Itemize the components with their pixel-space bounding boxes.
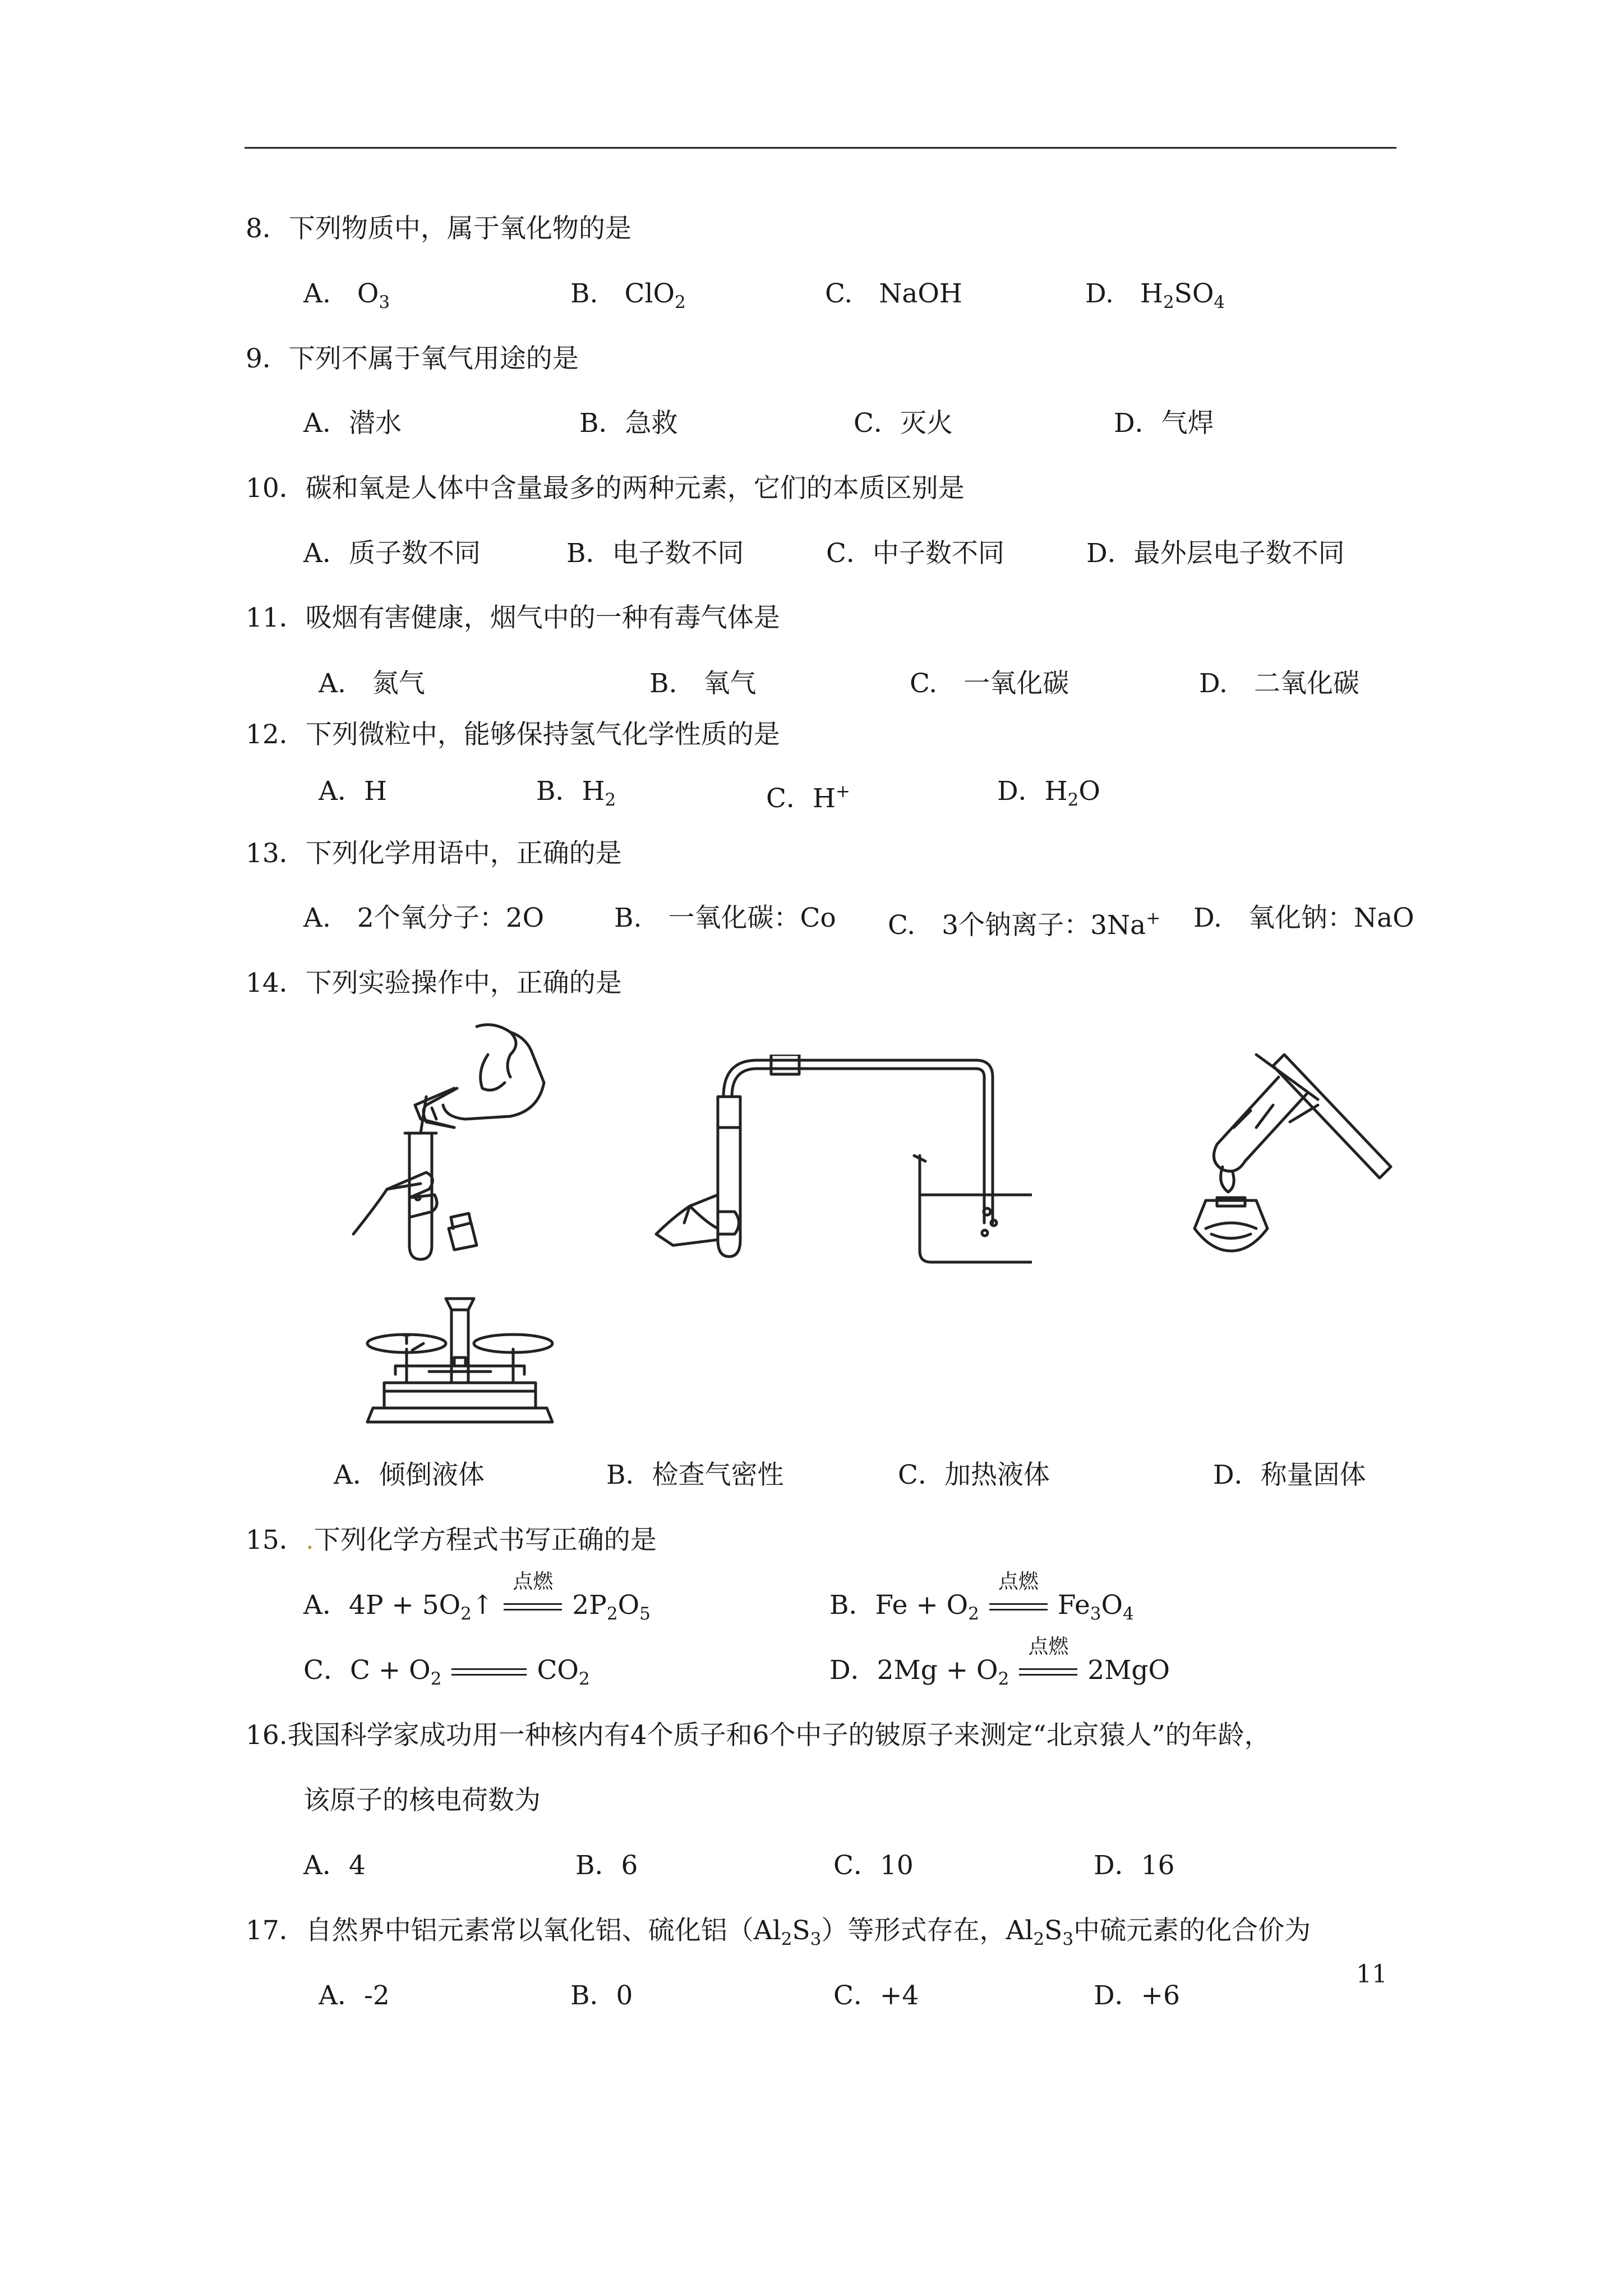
q16-option-d: D．16 (1094, 1850, 1175, 1881)
q16-option-a: A．4 (303, 1850, 366, 1881)
q14-option-a: A．倾倒液体 (334, 1460, 485, 1490)
q8-option-b: B. ClO$_2$ (570, 278, 686, 312)
q12-option-d: D．$H_2O$ (997, 776, 1100, 810)
question-15-stem: 15．.下列化学方程式书写正确的是 (246, 1525, 657, 1556)
q13-option-c: C. 3个钠离子：3Na+ (888, 908, 1161, 941)
q13-option-b: B. 一氧化碳：Co (614, 903, 836, 933)
q16-option-c: C．10 (833, 1850, 914, 1881)
reaction-arrow: 点燃 (985, 1589, 1052, 1622)
reaction-arrow: 点燃 (499, 1589, 566, 1622)
q9-option-b: B．急救 (579, 408, 678, 439)
q8-option-d: D. $H_2SO_4$ (1085, 278, 1225, 312)
q10-option-c: C．中子数不同 (826, 538, 1004, 569)
pouring-liquid-figure (342, 1021, 578, 1268)
question-16-stem-line1: 16.我国科学家成功用一种核内有4个质子和6个中子的铍原子来测定“北京猿人”的年龄， (246, 1720, 1271, 1751)
q15-option-b: B．$Fe + O_2$ 点燃 $Fe_3O_4$ (829, 1570, 1134, 1624)
heating-liquid-figure (1183, 1043, 1402, 1279)
q9-option-c: C．灭火 (854, 408, 953, 439)
q17-option-a: A．-2 (319, 1980, 390, 2011)
question-17-stem: 17．自然界中铝元素常以氧化铝、硫化铝$(Al_2S_3)$等形式存在，$Al_2S_3$中硫元素的化合价为 (246, 1915, 1311, 1949)
question-16-stem-line2: 该原子的核电荷数为 (303, 1785, 541, 1816)
q14-option-c: C．加热液体 (898, 1460, 1050, 1490)
question-9-stem: 9．下列不属于氧气用途的是 (246, 343, 579, 374)
q12-option-c: C．H+ (766, 781, 850, 814)
q12-option-a: A．H (319, 776, 387, 807)
q8-option-a: A. $O_3$ (303, 278, 390, 312)
q13-option-a: A. 2个氧分子：2O (303, 903, 545, 933)
q16-option-b: B．6 (575, 1850, 638, 1881)
question-11-stem: 11．吸烟有害健康，烟气中的一种有毒气体是 (246, 602, 780, 633)
airtightness-check-figure (651, 1055, 1032, 1268)
question-13-stem: 13．下列化学用语中，正确的是 (246, 838, 622, 869)
reaction-arrow: 点燃 (1015, 1654, 1082, 1687)
question-8-stem: 8．下列物质中，属于氧化物的是 (246, 213, 631, 244)
q15-option-a: A．$4P + 5O_2↑$ 点燃 $2P_2O_5$ (303, 1570, 651, 1624)
question-14-stem: 14．下列实验操作中，正确的是 (246, 968, 622, 999)
q8-option-c: C. NaOH (825, 278, 962, 309)
q13-option-d: D. 氧化钠：NaO (1193, 903, 1414, 933)
q14-option-d: D．称量固体 (1213, 1460, 1366, 1490)
q10-option-d: D．最外层电子数不同 (1086, 538, 1345, 569)
q11-option-c: C. 一氧化碳 (910, 668, 1069, 699)
q11-option-a: A. 氮气 (319, 668, 425, 699)
q17-option-d: D．+6 (1094, 1980, 1180, 2011)
q9-option-a: A．潜水 (303, 408, 402, 439)
q10-option-a: A．质子数不同 (303, 538, 481, 569)
equals-sign (447, 1654, 531, 1687)
question-10-stem: 10．碳和氧是人体中含量最多的两种元素，它们的本质区别是 (246, 473, 965, 504)
page-number: 11 (1356, 1960, 1387, 1989)
q11-option-b: B. 氧气 (649, 668, 757, 699)
q11-option-d: D. 二氧化碳 (1199, 668, 1359, 699)
header-rule (245, 147, 1396, 149)
balance-figure (362, 1287, 558, 1433)
q15-option-c: C．$C + O_2$ $CO_2$ (303, 1655, 590, 1689)
q17-option-c: C．+4 (833, 1980, 919, 2011)
q12-option-b: B．$H_2$ (536, 776, 616, 810)
q9-option-d: D．气焊 (1114, 408, 1214, 439)
q10-option-b: B．电子数不同 (566, 538, 744, 569)
q15-option-d: D．$2Mg + O_2$ 点燃 2MgO (829, 1635, 1170, 1689)
question-12-stem: 12．下列微粒中，能够保持氢气化学性质的是 (246, 719, 780, 750)
q14-option-b: B．检查气密性 (606, 1460, 784, 1490)
q17-option-b: B．0 (570, 1980, 633, 2011)
